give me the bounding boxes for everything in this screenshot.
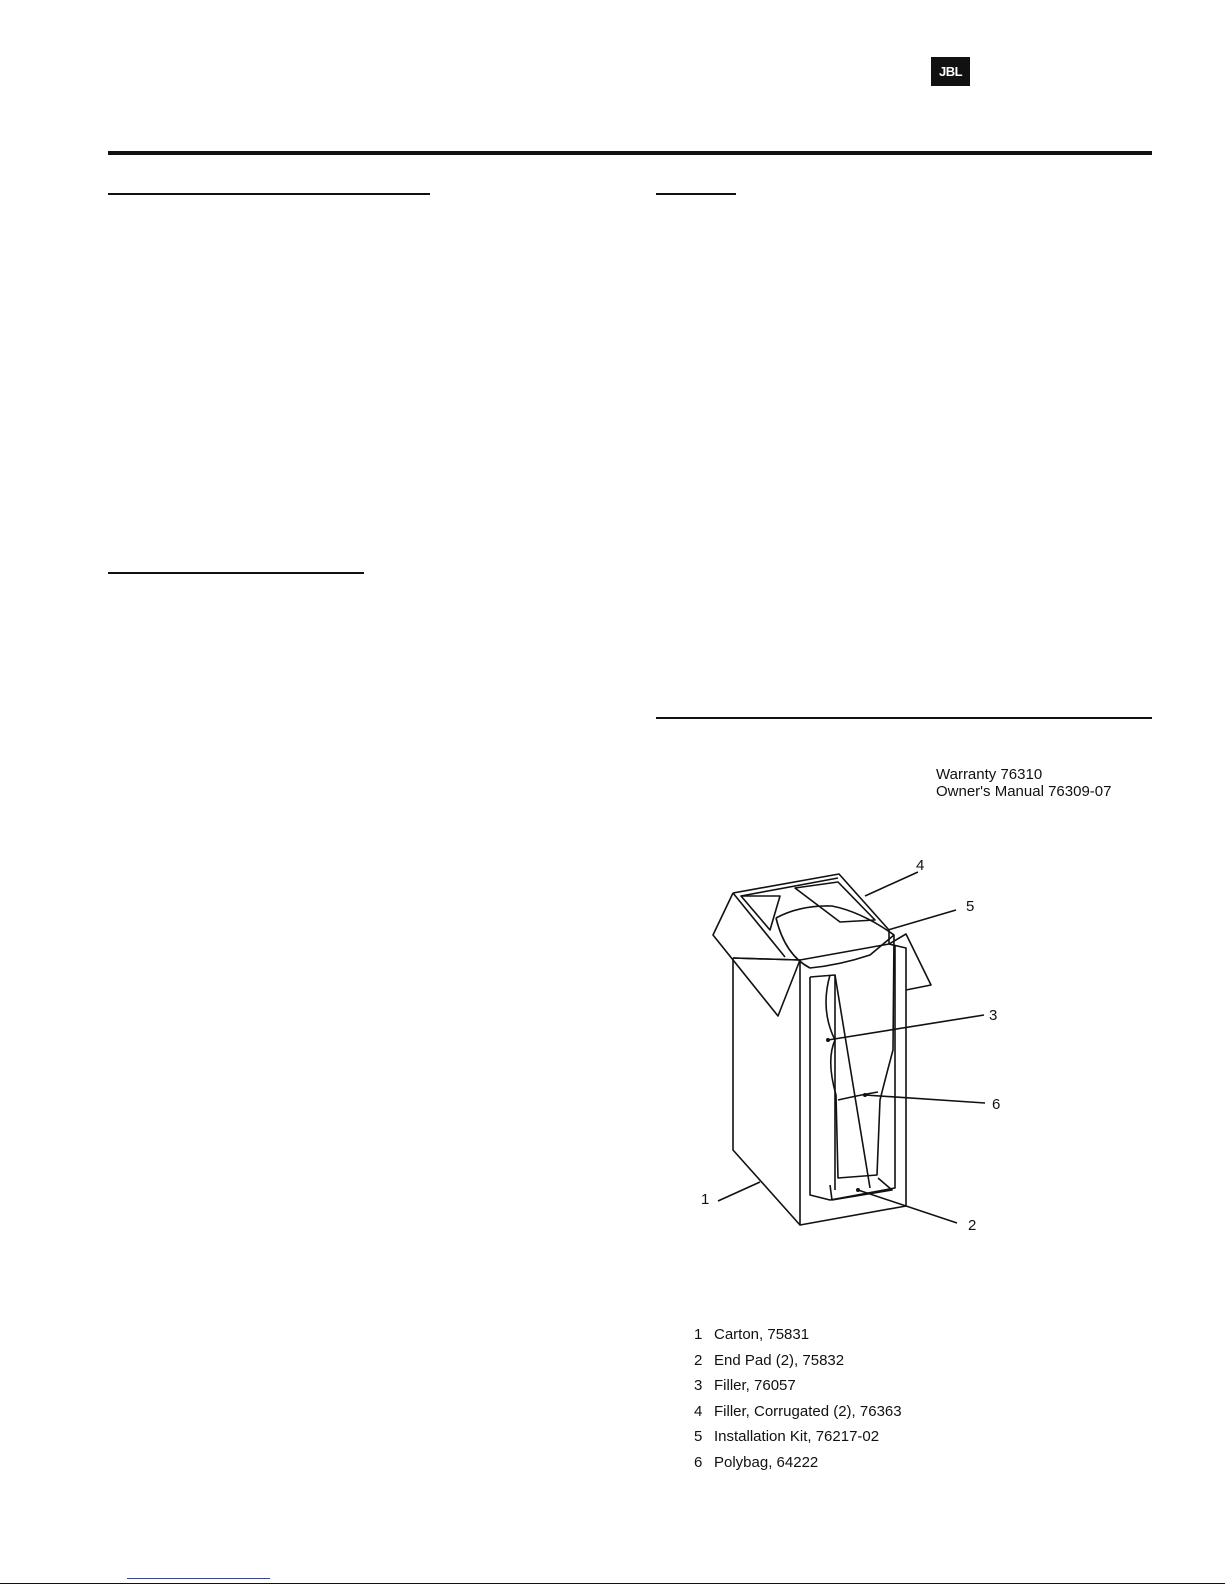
- included-documents: [936, 766, 1111, 800]
- footer-rule: [0, 1583, 1225, 1584]
- list-item: 3 Filler, 76057: [694, 1377, 796, 1394]
- list-item: 4 Filler, Corrugated (2), 76363: [694, 1402, 902, 1420]
- corrugated-filler-left: [741, 896, 780, 930]
- list-item: 5 Installation Kit, 76217-02: [694, 1428, 880, 1445]
- list-item: 6 Polybag, 64222: [694, 1453, 819, 1471]
- brand-logo: JBL: [931, 57, 970, 86]
- callout-2: 2: [968, 1217, 977, 1234]
- carton-flap-left: [713, 893, 800, 1016]
- heading-underline-right: [656, 193, 736, 195]
- end-pad: [830, 1178, 892, 1200]
- footer-link-underline: [127, 1578, 270, 1579]
- heading-underline-left-top: [108, 193, 430, 195]
- list-item: 2 End Pad (2), 75832: [694, 1351, 845, 1369]
- packing-diagram: [690, 848, 1020, 1238]
- list-item: 1 Carton, 75831: [694, 1326, 810, 1343]
- callout-5: 5: [966, 898, 975, 915]
- owners-manual-text: Owner's Manual 76309-07: [936, 783, 1112, 800]
- heading-underline-left-bottom: [108, 572, 364, 574]
- callout-4: 4: [916, 857, 925, 874]
- section-divider: [656, 717, 1152, 719]
- callout-3: 3: [989, 1007, 998, 1024]
- callout-6: 6: [992, 1096, 1001, 1113]
- callout-1: 1: [701, 1191, 710, 1208]
- header-rule: [108, 151, 1152, 155]
- parts-list: [694, 1326, 902, 1479]
- warranty-text: Warranty 76310: [936, 766, 1043, 783]
